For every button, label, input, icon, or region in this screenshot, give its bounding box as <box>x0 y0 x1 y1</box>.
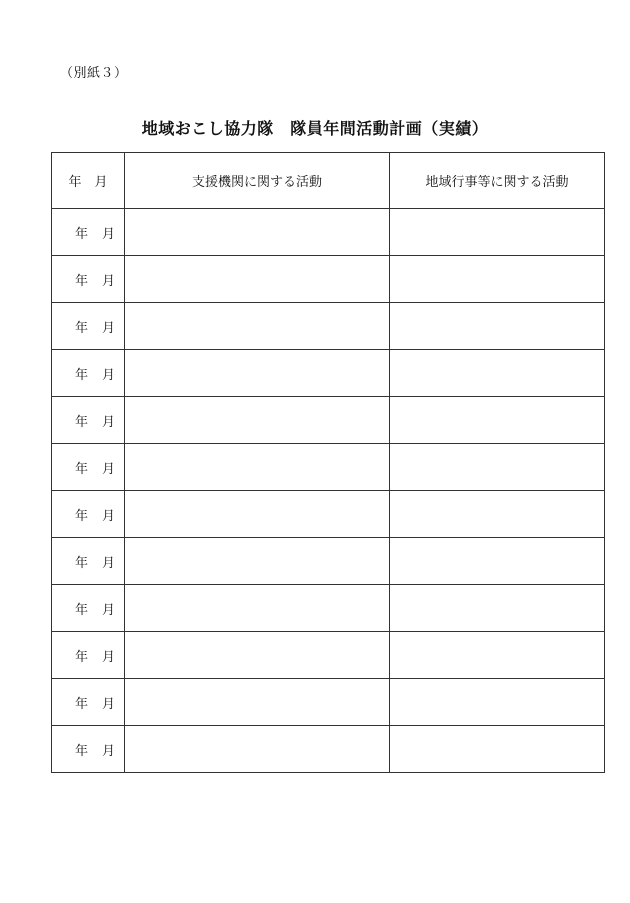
month-label: 月 <box>101 461 115 477</box>
support-activity-cell <box>125 632 390 679</box>
support-activity-cell <box>125 350 390 397</box>
year-label: 年 <box>74 649 88 665</box>
year-label: 年 <box>74 743 88 759</box>
support-activity-cell <box>125 726 390 773</box>
year-label: 年 <box>74 461 88 477</box>
month-label: 月 <box>101 226 115 242</box>
support-activity-cell <box>125 679 390 726</box>
month-cell <box>52 397 125 444</box>
support-activity-cell <box>125 209 390 256</box>
table-row <box>52 679 605 726</box>
month-label: 月 <box>101 555 115 571</box>
month-label: 月 <box>101 508 115 524</box>
month-cell <box>52 679 125 726</box>
month-cell <box>52 726 125 773</box>
year-label: 年 <box>74 320 88 336</box>
support-activity-cell <box>125 444 390 491</box>
month-label: 月 <box>101 696 115 712</box>
month-cell <box>52 491 125 538</box>
table-row <box>52 632 605 679</box>
month-label: 月 <box>101 320 115 336</box>
month-cell <box>52 303 125 350</box>
header-month: 年 月 <box>52 153 125 209</box>
table-body <box>52 209 605 773</box>
table-row <box>52 209 605 256</box>
table-row <box>52 303 605 350</box>
month-cell <box>52 585 125 632</box>
event-activity-cell <box>390 632 605 679</box>
event-activity-cell <box>390 397 605 444</box>
table-row <box>52 444 605 491</box>
event-activity-cell <box>390 726 605 773</box>
month-cell <box>52 632 125 679</box>
month-label: 月 <box>101 273 115 289</box>
month-label: 月 <box>101 743 115 759</box>
year-label: 年 <box>74 696 88 712</box>
document-title: 地域おこし協力隊 隊員年間活動計画（実績） <box>141 119 489 138</box>
table-row <box>52 256 605 303</box>
table-row <box>52 726 605 773</box>
support-activity-cell <box>125 491 390 538</box>
month-cell <box>52 444 125 491</box>
table-row <box>52 491 605 538</box>
header-support-activities: 支援機関に関する活動 <box>125 153 390 209</box>
event-activity-cell <box>390 256 605 303</box>
month-label: 月 <box>101 602 115 618</box>
table-row <box>52 397 605 444</box>
table-row <box>52 538 605 585</box>
table-row <box>52 350 605 397</box>
year-label: 年 <box>74 273 88 289</box>
support-activity-cell <box>125 585 390 632</box>
event-activity-cell <box>390 679 605 726</box>
year-label: 年 <box>74 508 88 524</box>
event-activity-cell <box>390 444 605 491</box>
table-row <box>52 585 605 632</box>
event-activity-cell <box>390 350 605 397</box>
activity-plan-table <box>51 152 605 773</box>
event-activity-cell <box>390 303 605 350</box>
month-cell <box>52 256 125 303</box>
month-label: 月 <box>101 414 115 430</box>
month-cell <box>52 209 125 256</box>
year-label: 年 <box>74 555 88 571</box>
header-regional-event-activities: 地域行事等に関する活動 <box>390 153 605 209</box>
year-label: 年 <box>74 414 88 430</box>
support-activity-cell <box>125 256 390 303</box>
month-label: 月 <box>101 367 115 383</box>
support-activity-cell <box>125 303 390 350</box>
annex-label: （別紙３） <box>60 66 128 81</box>
year-label: 年 <box>74 602 88 618</box>
support-activity-cell <box>125 538 390 585</box>
event-activity-cell <box>390 209 605 256</box>
event-activity-cell <box>390 538 605 585</box>
month-label: 月 <box>101 649 115 665</box>
year-label: 年 <box>74 226 88 242</box>
support-activity-cell <box>125 397 390 444</box>
event-activity-cell <box>390 491 605 538</box>
month-cell <box>52 538 125 585</box>
event-activity-cell <box>390 585 605 632</box>
month-cell <box>52 350 125 397</box>
table-header-row <box>52 153 605 209</box>
year-label: 年 <box>74 367 88 383</box>
